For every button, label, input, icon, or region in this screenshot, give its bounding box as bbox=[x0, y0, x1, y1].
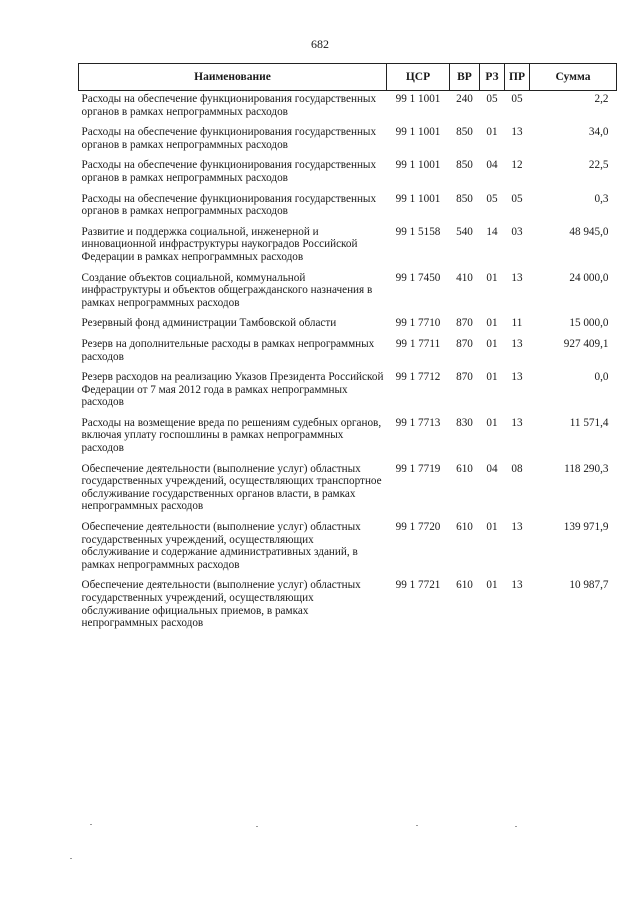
table-row bbox=[79, 191, 617, 224]
row-pr: 13 bbox=[511, 337, 523, 350]
row-sum: 0,3 bbox=[594, 192, 609, 205]
row-csr: 99 1 7713 bbox=[395, 416, 441, 429]
row-sum: 927 409,1 bbox=[563, 337, 609, 350]
row-sum: 118 290,3 bbox=[564, 462, 609, 475]
row-rz: 01 bbox=[486, 317, 498, 330]
row-vr: 870 bbox=[456, 371, 473, 384]
row-vr: 850 bbox=[456, 126, 473, 139]
budget-table bbox=[78, 63, 617, 636]
row-rz: 01 bbox=[486, 416, 498, 429]
row-sum: 0,0 bbox=[594, 371, 609, 384]
row-sum: 15 000,0 bbox=[569, 317, 609, 330]
row-name: Расходы на обеспечение функционирования государственных органов в рамках непрограммных расходов bbox=[81, 159, 377, 184]
row-pr: 13 bbox=[511, 371, 523, 384]
row-sum: 22,5 bbox=[588, 159, 609, 172]
row-vr: 850 bbox=[456, 159, 473, 172]
row-pr: 12 bbox=[511, 159, 523, 172]
row-name: Расходы на обеспечение функционирования государственных органов в рамках непрограммных расходов bbox=[81, 192, 377, 218]
row-vr: 240 bbox=[456, 93, 473, 105]
row-rz: 01 bbox=[486, 337, 498, 350]
row-sum: 2,2 bbox=[594, 93, 609, 105]
header-vr: ВР bbox=[450, 64, 480, 91]
row-vr: 830 bbox=[456, 416, 473, 429]
row-csr: 99 1 7450 bbox=[395, 271, 441, 284]
row-csr: 99 1 1001 bbox=[395, 93, 441, 105]
row-name: Расходы на возмещение вреда по решениям судебных органов, включая уплату госпошлины в рамках непрограммных расходов bbox=[81, 416, 382, 455]
row-name: Расходы на обеспечение функционирования государственных органов в рамках непрограммных расходов bbox=[81, 126, 377, 151]
row-rz: 04 bbox=[486, 159, 498, 172]
row-vr: 870 bbox=[456, 337, 473, 350]
row-name: Резервный фонд администрации Тамбовской области bbox=[81, 317, 337, 330]
table-row bbox=[79, 336, 617, 369]
row-csr: 99 1 5158 bbox=[395, 225, 441, 238]
row-csr: 99 1 1001 bbox=[395, 126, 441, 139]
table-row bbox=[79, 91, 617, 125]
row-vr: 850 bbox=[456, 192, 473, 205]
row-rz: 14 bbox=[486, 225, 498, 238]
row-vr: 870 bbox=[456, 317, 473, 330]
row-pr: 08 bbox=[511, 462, 523, 475]
row-pr: 13 bbox=[511, 126, 523, 139]
row-sum: 34,0 bbox=[588, 126, 609, 139]
row-rz: 04 bbox=[486, 462, 498, 475]
row-sum: 139 971,9 bbox=[563, 521, 609, 534]
row-name: Резерв на дополнительные расходы в рамках непрограммных расходов bbox=[81, 337, 375, 363]
scan-speck bbox=[515, 826, 517, 827]
row-csr: 99 1 1001 bbox=[395, 192, 441, 205]
row-rz: 01 bbox=[486, 126, 498, 139]
row-csr: 99 1 7721 bbox=[395, 579, 441, 592]
table-row bbox=[79, 415, 617, 461]
table-row bbox=[79, 461, 617, 519]
header-rz: РЗ bbox=[480, 64, 505, 91]
header-pr: ПР bbox=[505, 64, 530, 91]
row-pr: 05 bbox=[511, 192, 523, 205]
row-name: Обеспечение деятельности (выполнение услуг) областных государственных учреждений, осуществляющих транспортное обслуживание государственных органов власти, в рамках непрограммных расходов bbox=[81, 462, 382, 513]
row-rz: 01 bbox=[486, 579, 498, 592]
row-rz: 05 bbox=[486, 93, 498, 105]
scan-speck bbox=[70, 858, 72, 859]
row-pr: 13 bbox=[511, 579, 523, 592]
row-rz: 01 bbox=[486, 271, 498, 284]
header-sum: Сумма bbox=[530, 64, 617, 91]
row-rz: 01 bbox=[486, 521, 498, 534]
row-name: Резерв расходов на реализацию Указов Президента Российской Федерации от 7 мая 2012 года в рамках непрограммных расходов bbox=[81, 371, 384, 409]
row-sum: 10 987,7 bbox=[569, 579, 609, 592]
header-name: Наименование bbox=[79, 64, 387, 91]
row-csr: 99 1 7719 bbox=[395, 462, 441, 475]
row-name: Обеспечение деятельности (выполнение услуг) областных государственных учреждений, осуществляющих обслуживание и содержание административных зданий, в рамках непрограммных расходов bbox=[81, 521, 361, 571]
row-pr: 03 bbox=[511, 225, 523, 238]
scan-speck bbox=[416, 825, 418, 826]
table-row bbox=[79, 315, 617, 336]
row-csr: 99 1 7720 bbox=[395, 521, 441, 534]
table-header-row bbox=[79, 64, 617, 91]
page-number: 682 bbox=[311, 37, 329, 51]
row-csr: 99 1 7712 bbox=[395, 371, 441, 384]
table-row bbox=[79, 224, 617, 270]
row-name: Развитие и поддержка социальной, инженерной и инновационной инфраструктуры наукоградов Российской Федерации в рамках непрограммных расходов bbox=[81, 225, 358, 263]
row-csr: 99 1 7711 bbox=[395, 337, 441, 350]
row-sum: 24 000,0 bbox=[569, 271, 609, 284]
scan-speck bbox=[90, 824, 92, 825]
table-row bbox=[79, 369, 617, 415]
row-pr: 13 bbox=[511, 416, 523, 429]
row-name: Создание объектов социальной, коммунальной инфраструктуры и объектов общегражданского назначения в рамках непрограммных расходов bbox=[81, 271, 373, 309]
table-row bbox=[79, 124, 617, 157]
row-rz: 01 bbox=[486, 371, 498, 384]
row-csr: 99 1 1001 bbox=[395, 159, 441, 172]
row-csr: 99 1 7710 bbox=[395, 317, 441, 330]
row-pr: 11 bbox=[511, 317, 523, 330]
row-name: Расходы на обеспечение функционирования государственных органов в рамках непрограммных расходов bbox=[81, 93, 377, 118]
row-rz: 05 bbox=[486, 192, 498, 205]
row-vr: 410 bbox=[456, 271, 473, 284]
table-row bbox=[79, 519, 617, 577]
table-row bbox=[79, 577, 617, 635]
row-pr: 13 bbox=[511, 271, 523, 284]
row-pr: 05 bbox=[511, 93, 523, 105]
row-vr: 540 bbox=[456, 225, 473, 238]
table-row bbox=[79, 157, 617, 190]
header-csr: ЦСР bbox=[387, 64, 450, 91]
row-pr: 13 bbox=[511, 521, 523, 534]
row-vr: 610 bbox=[456, 462, 473, 475]
scan-speck bbox=[256, 826, 258, 827]
table-row bbox=[79, 270, 617, 316]
row-vr: 610 bbox=[456, 579, 473, 592]
row-sum: 48 945,0 bbox=[569, 225, 609, 238]
row-vr: 610 bbox=[456, 521, 473, 534]
row-sum: 11 571,4 bbox=[569, 416, 609, 429]
row-name: Обеспечение деятельности (выполнение услуг) областных государственных учреждений, осуществляющих обслуживание официальных приемов, в рамках непрограммных расходов bbox=[81, 579, 361, 630]
